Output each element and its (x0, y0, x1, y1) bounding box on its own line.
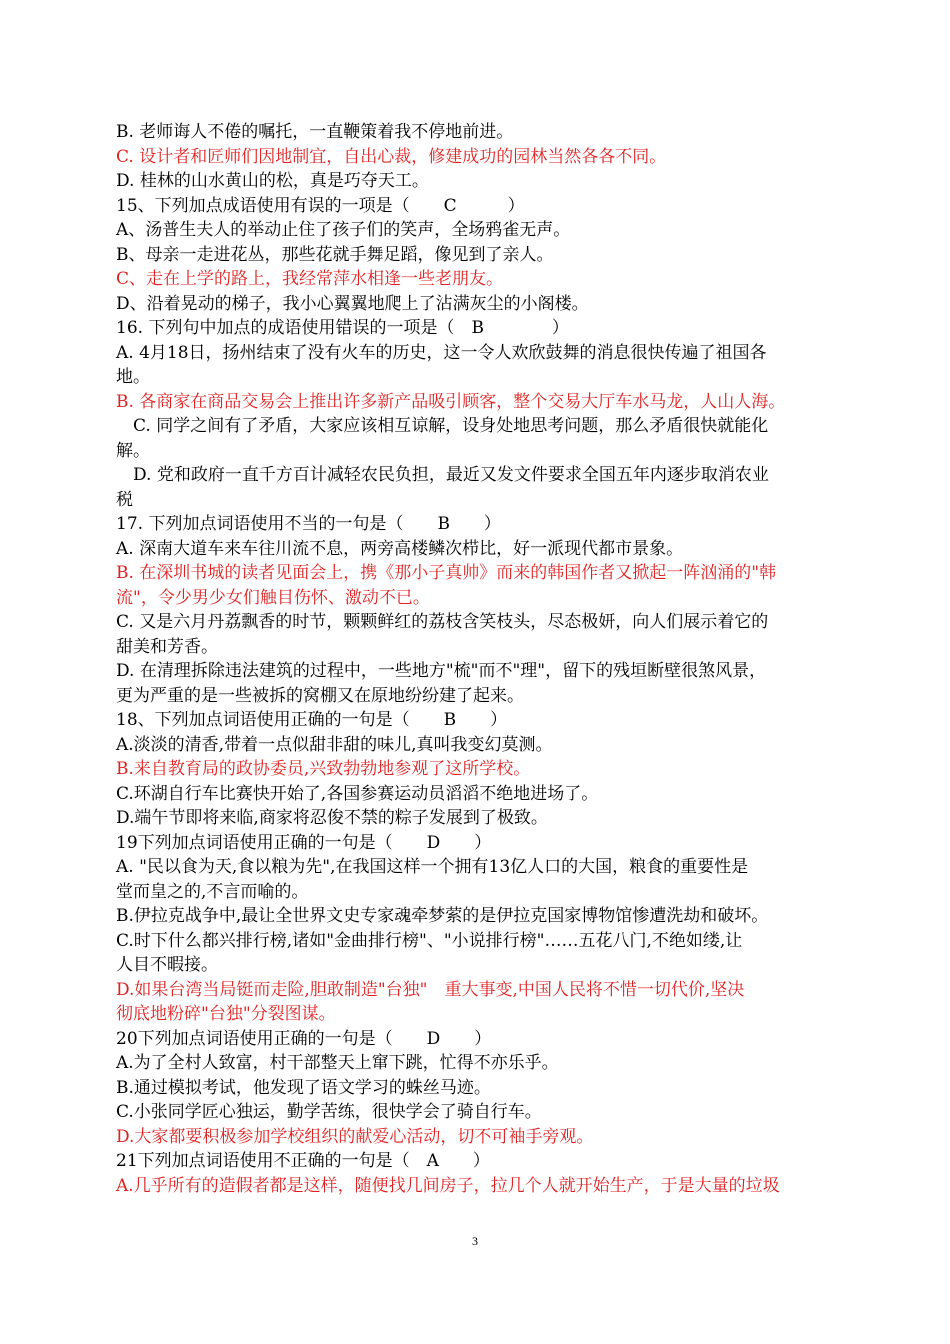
text-line: D.如果台湾当局铤而走险,胆敢制造"台独" 重大事变,中国人民将不惜一切代价,坚决 (116, 979, 745, 1000)
text-line: C、走在上学的路上，我经常萍水相逢一些老朋友。 (116, 269, 504, 289)
text-line: A.几乎所有的造假者都是这样，随便找几间房子，拉几个人就开始生产，于是大量的垃圾 (116, 1175, 780, 1196)
document-body (116, 120, 844, 1198)
text-line: D、沿着晃动的梯子，我小心翼翼地爬上了沾满灰尘的小阁楼。 (116, 293, 589, 314)
text-line: 解。 (116, 440, 150, 461)
text-line: 流"，令少男少女们触目伤怀、激动不已。 (116, 587, 430, 608)
text-line: 更为严重的是一些被拆的窝棚又在原地纷纷建了起来。 (116, 685, 524, 706)
text-line: 15、下列加点成语使用有误的一项是（ C ） (116, 195, 525, 216)
text-line: 人目不暇接。 (116, 955, 218, 975)
text-line: C.环湖自行车比赛快开始了,各国参赛运动员滔滔不绝地进场了。 (116, 783, 599, 804)
text-line: 税 (116, 489, 133, 510)
text-line: C. 设计者和匠师们因地制宜，自出心裁，修建成功的园林当然各各不同。 (116, 146, 667, 167)
text-line: D. 在清理拆除违法建筑的过程中，一些地方"梳"而不"理"，留下的残垣断壁很煞风景， (116, 661, 767, 681)
text-line: 地。 (116, 367, 150, 387)
text-line: 堂而皇之的,不言而喻的。 (116, 881, 309, 902)
text-line: A. "民以食为天,食以粮为先",在我国这样一个拥有13亿人口的大国，粮食的重要性是 (116, 857, 749, 877)
text-line: 17. 下列加点词语使用不当的一句是（ B ） (116, 514, 501, 534)
text-line: A.为了全村人致富，村干部整天上窜下跳，忙得不亦乐乎。 (116, 1053, 559, 1073)
text-line: B、母亲一走进花丛，那些花就手舞足蹈，像见到了亲人。 (116, 244, 554, 265)
text-line: B. 老师诲人不倦的嘱托，一直鞭策着我不停地前进。 (116, 122, 514, 142)
text-line: 20下列加点词语使用正确的一句是（ D ） (116, 1028, 492, 1049)
text-line: B.来自教育局的政协委员,兴致勃勃地参观了这所学校。 (116, 759, 531, 779)
text-line: 18、下列加点词语使用正确的一句是（ B ） (116, 710, 508, 730)
text-line: B.通过模拟考试，他发现了语文学习的蛛丝马迹。 (116, 1077, 491, 1098)
text-line: D. 桂林的山水黄山的松，真是巧夺天工。 (116, 171, 429, 191)
text-line: D.端午节即将来临,商家将忍俊不禁的粽子发展到了极致。 (116, 808, 548, 828)
text-line: 甜美和芳香。 (116, 636, 218, 657)
text-line: C.时下什么都兴排行榜,诸如"金曲排行榜"、"小说排行榜"……五花八门,不绝如缕,让 (116, 930, 743, 951)
text-line: C. 又是六月丹荔飘香的时节，颗颗鲜红的荔枝含笑枝头，尽态极妍，向人们展示着它的 (116, 612, 769, 632)
text-line: A、汤普生夫人的举动止住了孩子们的笑声，全场鸦雀无声。 (116, 220, 571, 240)
text-line: 21下列加点词语使用不正确的一句是（ A ） (116, 1151, 490, 1171)
text-line: D. 党和政府一直千方百计减轻农民负担，最近又发文件要求全国五年内逐步取消农业 (116, 465, 769, 485)
text-line: D.大家都要积极参加学校组织的献爱心活动，切不可袖手旁观。 (116, 1126, 594, 1147)
text-line: A. 4月18日，扬州结束了没有火车的历史，这一令人欢欣鼓舞的消息很快传遍了祖国各 (116, 342, 767, 363)
text-line: B. 各商家在商品交易会上推出许多新产品吸引顾客，整个交易大厅车水马龙，人山人海。 (116, 391, 786, 412)
text-line: A. 深南大道车来车往川流不息，两旁高楼鳞次栉比，好一派现代都市景象。 (116, 538, 684, 559)
text-line: 16. 下列句中加点的成语使用错误的一项是（ B ） (116, 318, 569, 338)
page-number: 3 (472, 1234, 478, 1248)
text-line: B. 在深圳书城的读者见面会上，携《那小子真帅》而来的韩国作者又掀起一阵汹涌的"韩 (116, 563, 777, 583)
text-line: C. 同学之间有了矛盾，大家应该相互谅解，设身处地思考问题，那么矛盾很快就能化 (116, 416, 769, 436)
text-line: 彻底地粉碎"台独"分裂图谋。 (116, 1004, 336, 1024)
text-line: C.小张同学匠心独运，勤学苦练，很快学会了骑自行车。 (116, 1102, 542, 1122)
text-line: B.伊拉克战争中,最让全世界文史专家魂牵梦萦的是伊拉克国家博物馆惨遭洗劫和破坏。 (116, 906, 769, 926)
text-line: 19下列加点词语使用正确的一句是（ D ） (116, 832, 492, 853)
text-line: A.淡淡的清香,带着一点似甜非甜的味儿,真叫我变幻莫测。 (116, 734, 553, 755)
